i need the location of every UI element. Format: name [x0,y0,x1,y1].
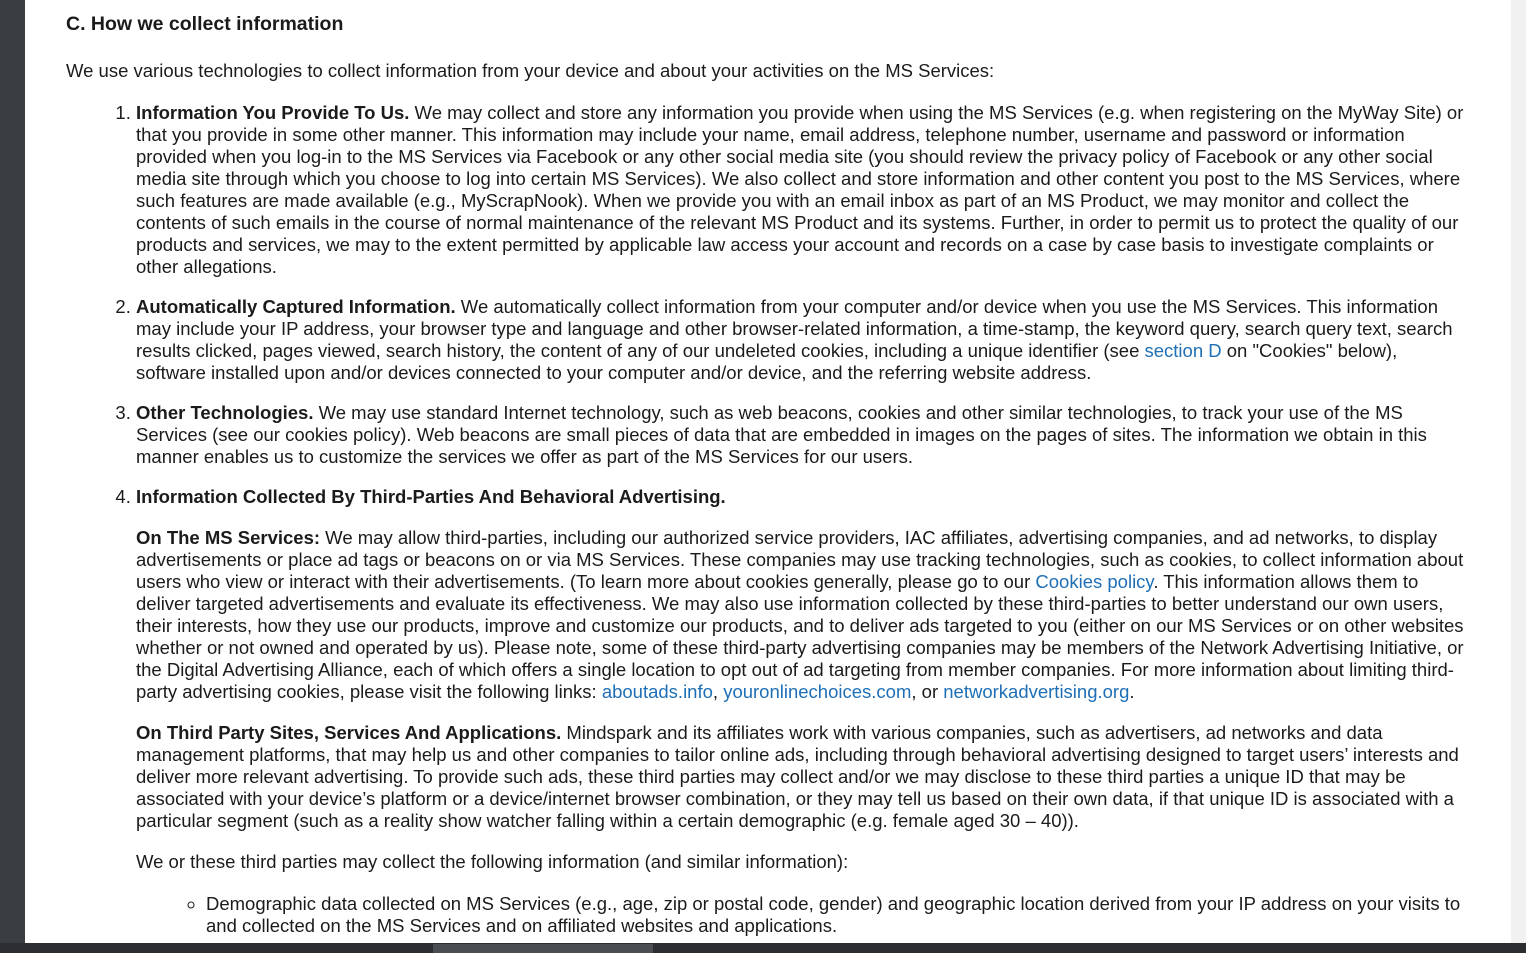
separator-text: , [712,681,724,702]
item-title: Information Collected By Third-Parties And Behavioral Advertising. [136,486,726,507]
item-title: Other Technologies. [136,402,314,423]
item-text: on "Cookies" below), software installed upon and/or devices connected to your computer and/or device, and the referring website address. [136,340,1398,383]
paragraph-text: Mindspark and its affiliates work with various companies, such as advertisers, ad networks and data management platforms, that may help us and other companies to tailor online ads, including through behavioral advertising designed to target users’ interests and deliver more relevant advertising. To provide such ads, these third parties may collect and/or we may disclose to these third parties a unique ID that may be associated with your device’s platform or a device/internet browser combination, or they may tell us based on their own data, if that unique ID is associated with a particular segment (such as a reality show watcher falling within a certain demographic (e.g. female aged 30 – 40)). [136,722,1459,831]
youronlinechoices-link[interactable]: youronlinechoices.com [723,681,912,702]
list-item [136,486,1466,937]
paragraph-text: We may allow third-parties, including our authorized service providers, IAC affiliates, advertising companies, and ad networks, to display advertisements or place ad tags or beacons on or via MS Services. These companies may use tracking technologies, such as cookies, to collect information about users who view or interact with their advertisements. (To learn more about cookies generally, please go to our [136,527,1464,592]
aboutads-link[interactable]: aboutads.info [601,681,713,702]
list-item [136,296,1466,384]
item-title: Information You Provide To Us. [136,102,410,123]
item-text: We automatically collect information from your computer and/or device when you use the MS Services. This information may include your IP address, your browser type and language and other browser-related information, a time-stamp, the keyword query, search query text, search results clicked, pages viewed, search history, the content of any of our undeleted cookies, including a unique identifier (see [136,296,1453,361]
section-heading: C. How we collect information [66,13,344,35]
networkadvertising-link[interactable]: networkadvertising.org [943,681,1130,702]
scrollbar-thumb[interactable] [433,944,653,953]
document-page [25,0,1511,943]
separator-text: . [1129,681,1135,702]
horizontal-scrollbar[interactable] [0,943,1526,953]
list-item: ◦ Demographic data collected on MS Services (e.g., age, zip or postal code, gender) and geographic location derived from your IP address on your visits to and collected on the MS Services and on affiliated websites and applications. [206,893,1466,937]
paragraph-text: . This information allows them to deliver targeted advertisements and evaluate its effectiveness. We may also use information collected by these third-parties to better understand our own users, their interests, how they use our products, improve and customize our products, and to deliver ads targeted to you (either on our MS Services or on other websites whether or not owned and operated by us). Please note, some of these third-party advertising companies may be members of the Network Advertising Initiative, or the Digital Advertising Alliance, each of which offers a single location to opt out of ad targeting from member companies. For more information about limiting third-party advertising cookies, please visit the following links: [136,571,1464,702]
section-intro: We use various technologies to collect information from your device and about your activities on the MS Services: [66,60,995,81]
item-title: Automatically Captured Information. [136,296,456,317]
section-d-link[interactable]: section D [1144,340,1222,361]
page-right-gutter [1511,0,1526,953]
separator-text: , or [911,681,944,702]
privacy-policy-content [66,12,1466,937]
collected-info-intro: We or these third parties may collect the following information (and similar information): [136,851,849,872]
collected-info-list [136,893,1466,937]
list-item [136,402,1466,468]
list-item [136,102,1466,278]
item-text: We may use standard Internet technology, such as web beacons, cookies and other similar technologies, to track your use of the MS Services (see our cookies policy). Web beacons are small pieces of data that are embedded in images on the pages of sites. The information we obtain in this manner enables us to customize the services we offer as part of the MS Services for our users. [136,402,1427,467]
subsection-title: On Third Party Sites, Services And Applications. [136,722,562,743]
ms-services-paragraph [136,527,1466,703]
collection-methods-list [66,102,1466,937]
subsection-title: On The MS Services: [136,527,321,548]
cookies-policy-link[interactable]: Cookies policy [1035,571,1154,592]
item-text: We may collect and store any information you provide when using the MS Services (e.g. when registering on the MyWay Site) or that you provide in some other manner. This information may include your name, email address, telephone number, username and password or information provided when you log-in to the MS Services via Facebook or any other social media site (you should review the privacy policy of Facebook or any other social media site through which you choose to log into certain MS Services). We also collect and store information and other content you post to the MS Services, where such features are made available (e.g., MyScrapNook). When we provide you with an email inbox as part of an MS Product, we may monitor and collect the contents of such emails in the course of normal maintenance of the relevant MS Product and its systems. Further, in order to permit us to protect the quality of our products and services, we may to the extent permitted by applicable law access your account and records on a case by case basis to investigate complaints or other allegations. [136,102,1464,277]
third-party-sites-paragraph [136,722,1466,832]
